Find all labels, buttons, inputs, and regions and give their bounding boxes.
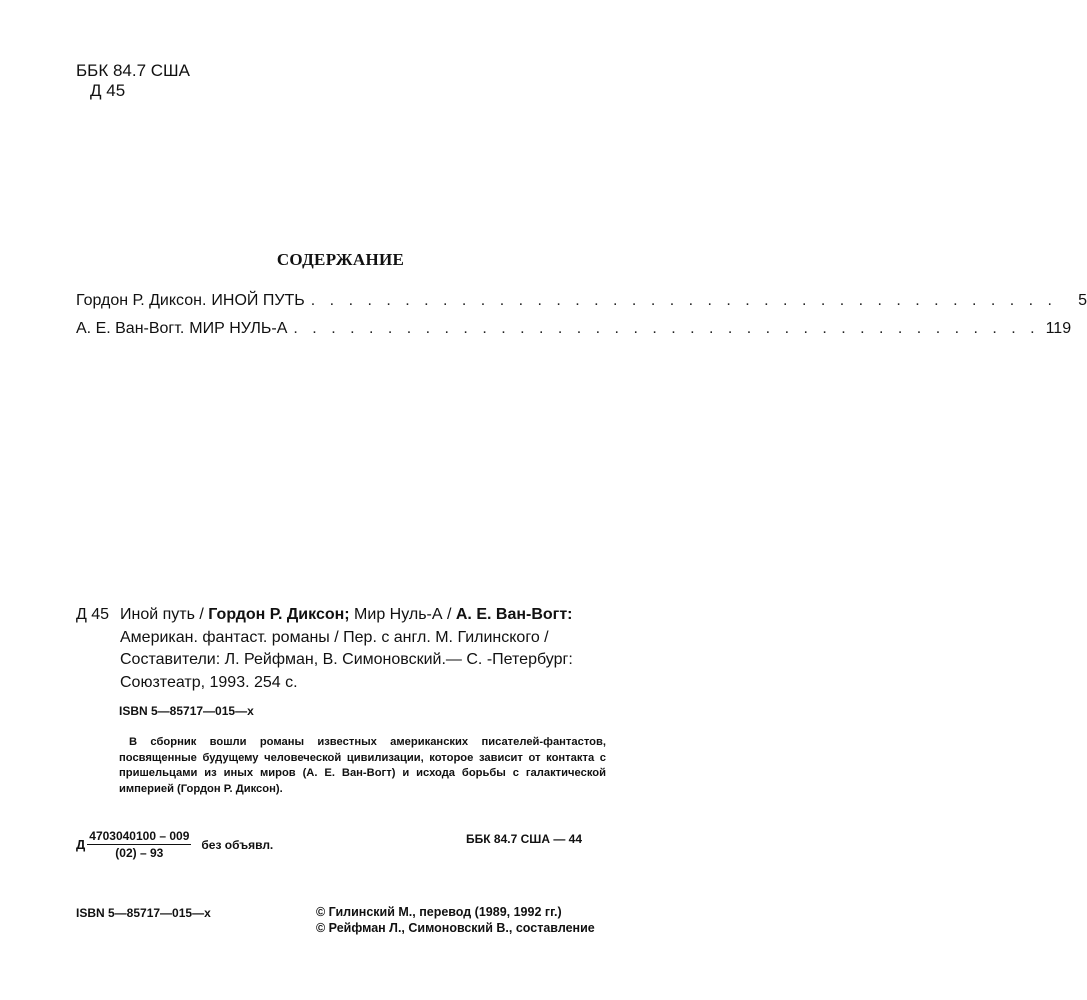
publication-code: [76, 829, 273, 860]
record-author-2: А. Е. Ван-Вогт:: [455, 606, 573, 623]
publication-code-letter: Д: [76, 837, 86, 852]
isbn-top: ISBN 5—85717—015—x: [119, 704, 254, 718]
bibliographic-record: [76, 604, 606, 694]
record-title-1: Иной путь /: [120, 606, 209, 623]
annotation-paragraph: В сборник вошли романы известных американских писателей-фантастов, посвященные будущему человеческой цивилизации, которое зависит от контакта с пришельцами из иных миров (А. Е. Ван-Вогт) и исхода борьбы с галактической империей (Гордон Р. Диксон).: [119, 736, 606, 795]
record-line: Составители: Л. Рейфман, В. Симоновский.— С. -Петербург:: [120, 651, 573, 668]
copyright-line: © Рейфман Л., Симоновский В., составление: [316, 921, 595, 935]
toc-entry: [76, 320, 1072, 348]
toc-author: А. Е. Ван-Вогт.: [76, 320, 185, 337]
record-author-1: Гордон Р. Диксон;: [208, 606, 350, 623]
fraction-denominator: (02) – 93: [115, 846, 164, 860]
toc-author: Гордон Р. Диксон.: [76, 292, 207, 309]
author-sign: Д 45: [90, 81, 126, 100]
bbk-code-bottom: ББК 84.7 США — 44: [466, 832, 583, 846]
copyright-line: © Гилинский М., перевод (1989, 1992 гг.): [316, 905, 562, 919]
toc-leader-dots: . . . . . . . . . . . . . . . . . . . . . . . . . . . . . . . . . . . . . . . .: [293, 320, 1040, 337]
toc-page-number: 119: [1045, 320, 1072, 337]
isbn-bottom: ISBN 5—85717—015—x: [76, 906, 211, 920]
record-line: Союзтеатр, 1993. 254 с.: [120, 673, 298, 691]
toc-leader-dots: . . . . . . . . . . . . . . . . . . . . . . . . . . . . . . . . . . . . . . . .: [310, 292, 1057, 309]
publication-code-fraction: [87, 829, 191, 860]
contents-heading: СОДЕРЖАНИЕ: [276, 250, 405, 269]
classification-block: [76, 61, 190, 101]
publication-note: без объявл.: [201, 837, 274, 852]
record-code: Д 45: [76, 606, 110, 623]
fraction-numerator: 4703040100 – 009: [89, 829, 190, 843]
toc-title: МИР НУЛЬ-А: [189, 320, 288, 337]
record-title-2: Мир Нуль-А /: [349, 606, 456, 623]
record-line: Американ. фантаст. романы / Пер. с англ. М. Гилинского /: [120, 628, 549, 646]
toc-page-number: 5: [1078, 292, 1087, 309]
table-of-contents: [76, 292, 1087, 348]
record-line: [76, 604, 606, 627]
copyright-block: [316, 904, 595, 936]
toc-entry: [76, 292, 1087, 320]
toc-title: ИНОЙ ПУТЬ: [211, 292, 305, 309]
bbk-code: ББК 84.7 США: [76, 61, 190, 80]
